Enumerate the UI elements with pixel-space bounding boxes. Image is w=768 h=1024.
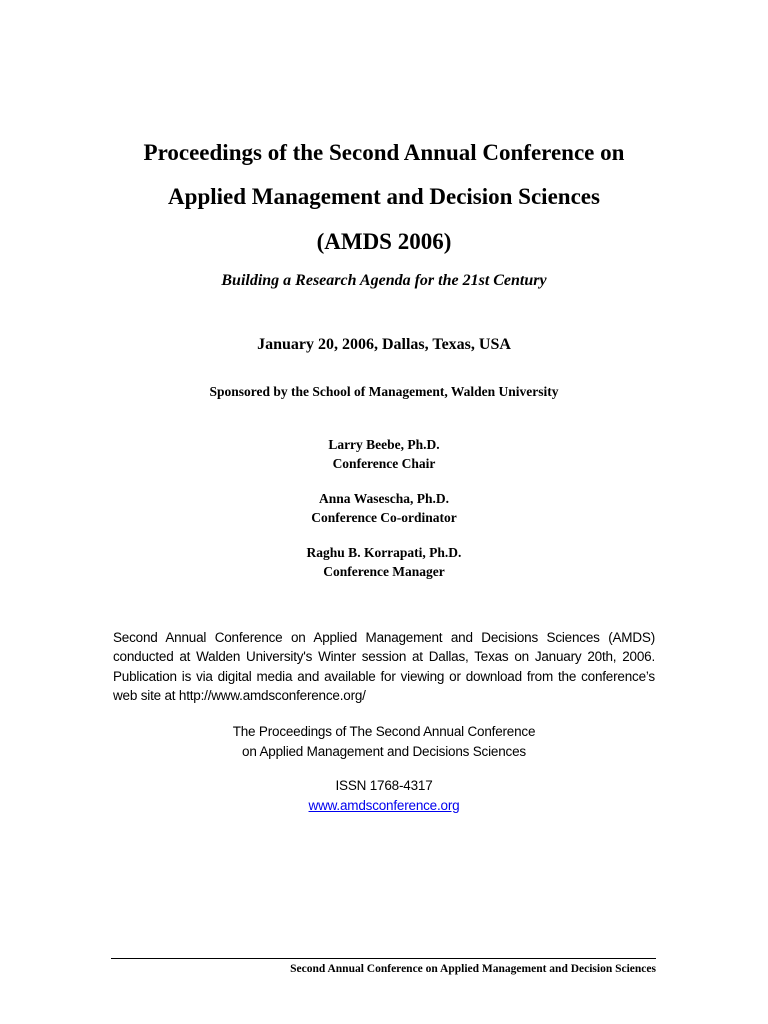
title-line-1: Proceedings of the Second Annual Conference on xyxy=(143,140,625,165)
proceedings-line-2: on Applied Management and Decisions Sciences xyxy=(242,743,526,759)
person-name: Anna Wasescha, Ph.D. xyxy=(319,491,449,506)
date-location: January 20, 2006, Dallas, Texas, USA xyxy=(257,336,511,353)
description-paragraph: Second Annual Conference on Applied Management and Decisions Sciences (AMDS) conducted at Walden University's Winter session at Dallas, Texas on January 20th, 2006. Publication is via digital media and available for viewing or download from the conference’s web site at http://www.amdsconference.org/ xyxy=(113,629,655,703)
issn-number: ISSN 1768-4317 xyxy=(335,778,433,793)
proceedings-block xyxy=(0,722,768,761)
issn-block xyxy=(0,776,768,815)
title-line-2: Applied Management and Decision Sciences xyxy=(168,184,600,209)
person-chair xyxy=(0,435,768,473)
person-name: Larry Beebe, Ph.D. xyxy=(328,437,440,452)
person-coordinator xyxy=(0,489,768,527)
website-link[interactable]: www.amdsconference.org xyxy=(308,797,460,813)
person-role: Conference Co-ordinator xyxy=(311,510,457,525)
page-footer: Second Annual Conference on Applied Management and Decision Sciences xyxy=(290,963,656,975)
person-name: Raghu B. Korrapati, Ph.D. xyxy=(306,545,462,560)
footer-divider xyxy=(111,958,656,959)
subtitle: Building a Research Agenda for the 21st Century xyxy=(221,272,547,289)
proceedings-line-1: The Proceedings of The Second Annual Conference xyxy=(232,724,536,739)
person-role: Conference Chair xyxy=(332,456,436,471)
person-role: Conference Manager xyxy=(323,564,445,579)
title-line-3: (AMDS 2006) xyxy=(316,229,452,254)
person-manager xyxy=(0,543,768,581)
sponsor-line: Sponsored by the School of Management, Walden University xyxy=(209,384,559,399)
